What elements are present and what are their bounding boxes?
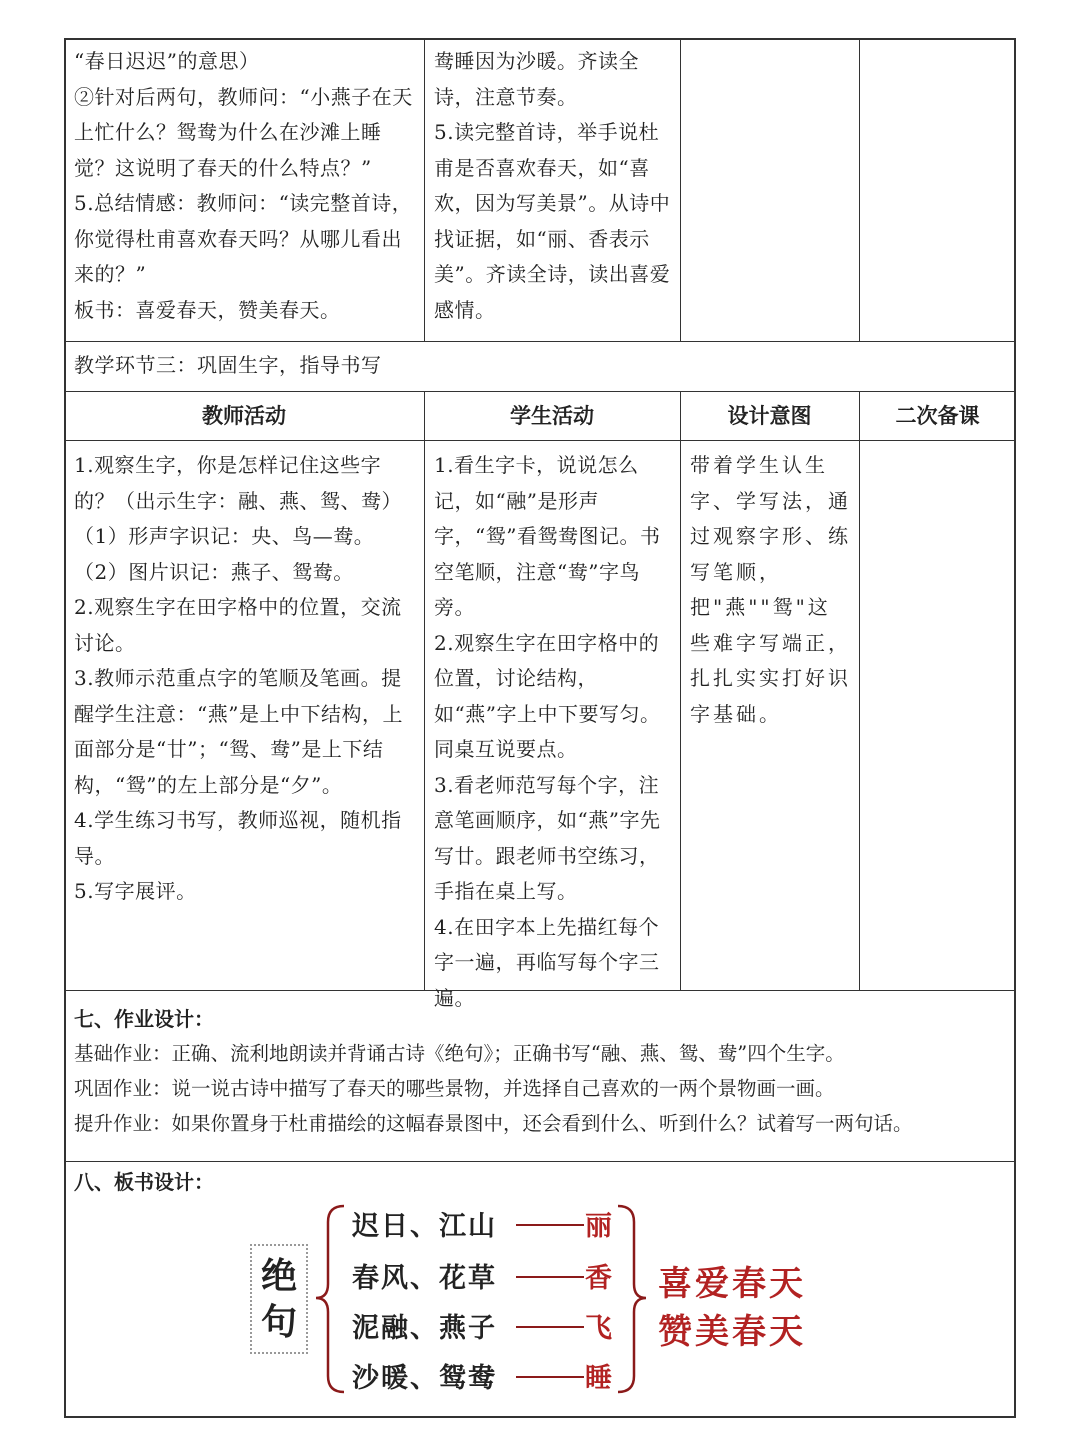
top-teacher-activity: “春日迟迟”的意思） ②针对后两句，教师问：“小燕子在天上忙什么？鸳鸯为什么在沙滩上睡觉？这说明了春天的什么特点？” 5.总结情感：教师问：“读完整首诗，你觉得杜甫喜欢春天吗？从哪儿看出来的？” 板书：喜爱春天，赞美春天。 — [74, 49, 413, 322]
poem-title-box — [250, 1244, 308, 1354]
header-design-intent: 设计意图 — [727, 404, 812, 428]
section3-title: 教学环节三：巩固生字，指导书写 — [74, 353, 382, 377]
col-divider — [859, 38, 860, 341]
board-item: 春风、花草 — [352, 1263, 497, 1294]
col-divider — [424, 38, 425, 341]
board-item: 迟日、江山 — [352, 1211, 497, 1242]
homework-consolidate: 巩固作业：说一说古诗中描写了春天的哪些景物，并选择自己喜欢的一两个景物画一画。 — [74, 1077, 835, 1100]
poem-title-char: 绝 — [260, 1255, 297, 1297]
top-student-activity: 鸯睡因为沙暖。齐读全诗，注意节奏。 5.读完整首诗，举手说杜甫是否喜欢春天，如“喜欢，因为写美景”。从诗中找证据，如“丽、香表示美”。齐读全诗，读出喜爱感情。 — [434, 49, 671, 322]
homework-basic: 基础作业：正确、流利地朗读并背诵古诗《绝句》；正确书写“融、燕、鸳、鸯”四个生字。 — [74, 1042, 845, 1065]
col-divider — [680, 38, 681, 341]
col-divider — [859, 391, 860, 990]
homework-title: 七、作业设计： — [74, 1007, 214, 1031]
homework-extend: 提升作业：如果你置身于杜甫描绘的这幅春景图中，还会看到什么、听到什么？试着写一两句话。 — [74, 1112, 913, 1135]
row-divider — [64, 341, 1016, 342]
board-key: 香 — [585, 1263, 612, 1294]
row-divider — [64, 1161, 1016, 1162]
row-divider — [64, 440, 1016, 441]
board-item: 沙暖、鸳鸯 — [352, 1363, 497, 1394]
section3-design-intent: 带着学生认生字、学写法，通过观察字形、练写笔顺，把"燕""鸳"这些难字写端正，扎扎实实打好识字基础。 — [690, 453, 851, 726]
board-dash — [516, 1224, 584, 1226]
board-design-title: 八、板书设计： — [74, 1170, 214, 1194]
section3-teacher-activity: 1.观察生字，你是怎样记住这些字的？（出示生字：融、燕、鸳、鸯） （1）形声字识记：央、鸟—鸯。 （2）图片识记：燕子、鸳鸯。 2.观察生字在田字格中的位置，交流讨论。 3.教师示范重点字的笔顺及笔画。提醒学生注意：“燕”是上中下结构，上面部分是“廿”；“鸳、鸯”是上下结构，“鸳”的左上部分是“夕”。 4.学生练习书写，教师巡视，随机指导。 5.写字展评。 — [74, 453, 403, 903]
board-dash — [516, 1376, 584, 1378]
board-dash — [516, 1326, 584, 1328]
poem-title-char: 句 — [260, 1301, 297, 1343]
section3-student-activity: 1.看生字卡，说说怎么记，如“融”是形声字，“鸳”看鸳鸯图记。书空笔顺，注意“鸯”字鸟旁。 2.观察生字在田字格中的位置，讨论结构，如“燕”字上中下要写匀。同桌互说要点。 3.看老师范写每个字，注意笔画顺序，如“燕”字先写廿。跟老师书空练习，手指在桌上写。 4.在田字本上先描红每个字一遍，再临写每个字三遍。 — [434, 453, 661, 1010]
col-divider — [680, 391, 681, 990]
header-student-activity: 学生活动 — [510, 404, 594, 428]
right-brace-icon — [612, 1200, 652, 1400]
col-divider — [424, 391, 425, 990]
board-key: 睡 — [585, 1363, 612, 1394]
board-theme: 赞美春天 — [658, 1312, 806, 1352]
board-dash — [516, 1276, 584, 1278]
left-brace-icon — [312, 1200, 352, 1400]
board-theme: 喜爱春天 — [658, 1264, 806, 1304]
board-key: 丽 — [585, 1211, 612, 1242]
board-item: 泥融、燕子 — [352, 1313, 497, 1344]
header-second-prep: 二次备课 — [895, 404, 980, 428]
header-teacher-activity: 教师活动 — [202, 404, 286, 428]
board-key: 飞 — [585, 1313, 612, 1344]
